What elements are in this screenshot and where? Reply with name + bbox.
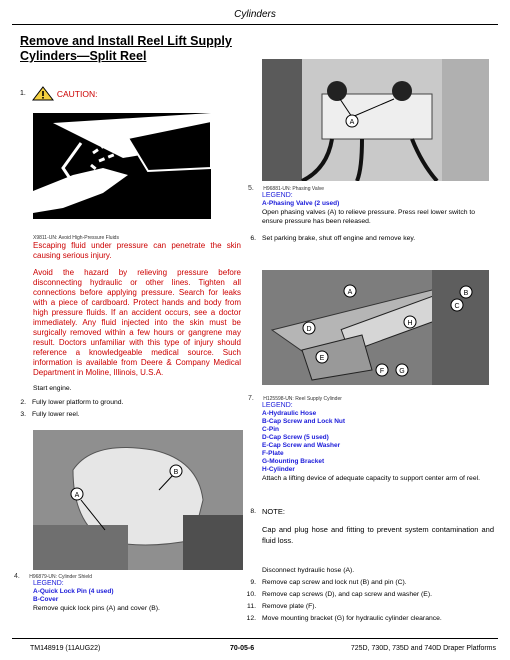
step-3-text: Fully lower reel. [32,411,80,418]
fig5-legend-item: A-Phasing Valve (2 used) [262,200,340,207]
step-3-number: 3. [20,411,26,418]
fig5-caption-line [248,185,496,192]
footer-product: 725D, 730D, 735D and 740D Draper Platforms [350,645,496,652]
callout-f: F [379,368,385,375]
fig7-caption-block [248,395,496,483]
fig7-caption-line [248,395,496,402]
note-text: Cap and plug hose and fitting to prevent system contamination and fluid loss. [262,525,494,545]
fig4-legend-item: A-Quick Lock Pin (4 used) [33,588,114,595]
fig4-caption: H96879-UN: Cylinder Shield [29,574,93,580]
header-rule [12,24,498,25]
step-5-number: 5. [248,185,254,192]
callout-h: H [407,320,413,327]
caution-row [20,86,97,101]
section-title-line1: Remove and Install Reel Lift Supply [20,34,232,48]
step-11-text: Remove plate (F). [262,603,317,610]
step-4-number: 4. [14,573,20,580]
callout-a: A [347,289,353,296]
start-engine-text: Start engine. [33,385,72,392]
reel-supply-cylinder-photo [262,270,489,385]
step-8 [244,507,494,516]
section-title [20,34,250,64]
fig4-legend-item: B-Cover [33,596,59,603]
fig7-legend-item: F-Plate [262,450,284,457]
fig4-caption-line [14,573,244,580]
step-11 [244,602,494,611]
reel-supply-cylinder-illustration-icon [262,270,489,385]
injury-illustration-icon [33,113,211,219]
step-2-text: Fully lower platform to ground. [32,399,124,406]
step-6-number: 6. [250,235,256,242]
callout-e: E [319,355,325,362]
fig7-legend-item: B-Cap Screw and Lock Nut [262,418,346,425]
footer-rule [12,638,498,639]
fig7-legend-item: C-Pin [262,426,279,433]
step-5-text: Open phasing valves (A) to relieve pressure. Press reel lower switch to ensure pressure has been released. [262,209,476,225]
step-7-number: 7. [248,395,254,402]
fig7-legend-item: H-Cylinder [262,466,295,473]
footer-doc-id: TM148919 (11AUG22) [30,645,101,652]
phasing-valve-photo [262,59,489,181]
step-number-1: 1. [20,90,26,97]
disconnect-hose-text: Disconnect hydraulic hose (A). [262,567,355,574]
step-3 [14,410,80,419]
fig5-caption: H96881-UN: Phasing Valve [263,186,325,192]
warning-paragraph-1: Escaping fluid under pressure can penetrate the skin causing serious injury. [33,241,241,260]
note-block [244,507,494,546]
step-11-number: 11. [247,603,256,610]
step-10-number: 10. [246,591,256,598]
cylinder-shield-photo [33,430,243,570]
fig5-legend [262,192,496,226]
step-10 [244,590,494,599]
warning-triangle-icon [32,86,54,101]
step-12-text: Move mounting bracket (G) for hydraulic cylinder clearance. [262,615,442,622]
figure-caption-x9811: X9811-UN: Avoid High-Pressure Fluids [33,235,119,241]
step-10-text: Remove cap screws (D), and cap screw and washer (E). [262,591,432,598]
callout-b: B [463,290,469,297]
cylinder-shield-illustration-icon [33,430,243,570]
step-2 [14,398,123,407]
note-label: NOTE: [262,507,285,516]
step-9-number: 9. [250,579,256,586]
step-2-number: 2. [20,399,26,406]
fig4-legend [33,580,244,613]
fig4-caption-block [14,573,244,613]
fig7-legend-item: G-Mounting Bracket [262,458,325,465]
high-pressure-fluid-illustration [33,113,211,219]
fig7-legend-title: LEGEND: [262,402,293,409]
step-4-text: Remove quick lock pins (A) and cover (B). [33,605,160,612]
step-6 [244,234,494,243]
step-9-text: Remove cap screw and lock nut (B) and pin (C). [262,579,407,586]
fig4-legend-title: LEGEND: [33,580,64,587]
step-8-number: 8. [250,508,256,515]
running-header: Cylinders [234,9,276,20]
caution-label: CAUTION: [56,88,98,99]
section-title-line2: Cylinders—Split Reel [20,49,147,63]
footer-page-number: 70-05-6 [230,645,255,652]
fig7-legend-item: D-Cap Screw (5 used) [262,434,329,441]
warning-paragraph-2: Avoid the hazard by relieving pressure before disconnecting hydraulic or other lines. Tighten all connections before applying pressure. Search for leaks with a piece of cardboard. Protect hands and body from high pressure fluids. If an accident occurs, see a doctor immediately. Any fluid injected into the skin must be surgically removed within a few hours or gangrene may result. Doctors unfamiliar with this type of injury should reference a knowledgeable medical source. Such information is available from Deere & Company Medical Department in Moline, Illinois, U.S.A. [33,268,241,377]
step-12-number: 12. [246,615,256,622]
callout-a: A [74,492,80,499]
fig5-legend-title: LEGEND: [262,192,293,199]
step-12 [244,614,500,623]
step-9 [244,578,494,587]
phasing-valve-illustration-icon [262,59,489,181]
callout-a: A [349,119,355,126]
fig7-legend-item: E-Cap Screw and Washer [262,442,341,449]
callout-d: D [306,326,312,333]
fig5-caption-block [248,185,496,226]
callout-g: G [399,368,405,375]
callout-b: B [173,469,179,476]
fig7-legend [262,402,496,483]
fig7-legend-item: A-Hydraulic Hose [262,410,317,417]
step-6-text: Set parking brake, shut off engine and remove key. [262,235,416,242]
fig7-caption: H125598-UN: Reel Supply Cylinder [263,396,342,402]
step-7-text: Attach a lifting device of adequate capacity to support center arm of reel. [262,475,481,482]
callout-c: C [454,303,460,310]
